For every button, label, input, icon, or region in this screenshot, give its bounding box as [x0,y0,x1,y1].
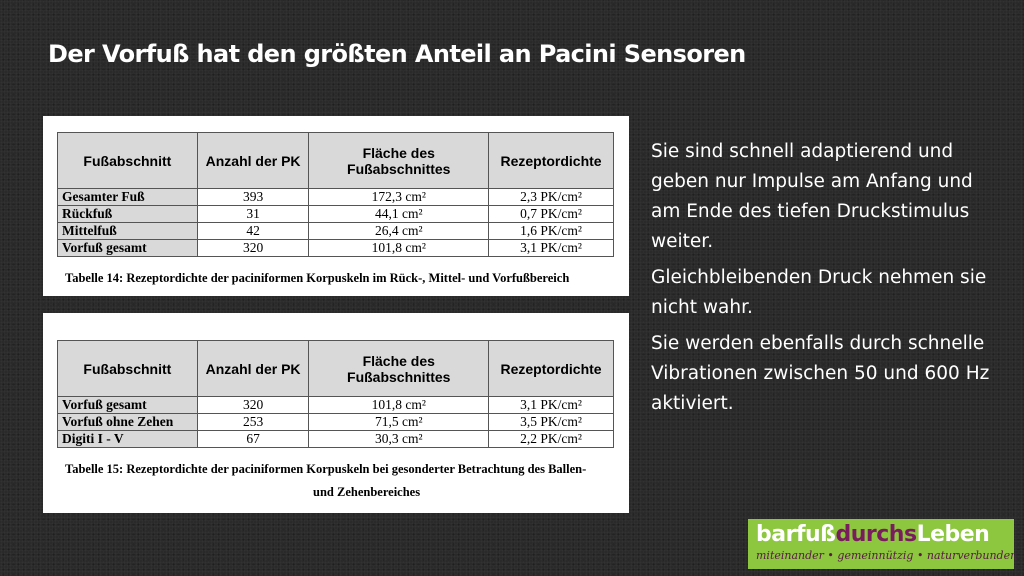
cell-area: 26,4 cm² [309,223,489,240]
cell-count: 393 [197,189,309,206]
row-label: Vorfuß gesamt [58,240,198,257]
caption-line-1: Tabelle 15: Rezeptordichte der paciniformen Korpuskeln bei gesonderter Betrachtung des Ballen- [65,462,587,476]
cell-count: 42 [197,223,309,240]
table-row [58,240,614,257]
cell-density: 3,1 PK/cm² [489,240,614,257]
cell-density: 0,7 PK/cm² [489,206,614,223]
logo-part-3: Leben [916,522,990,547]
cell-count: 320 [197,240,309,257]
receptor-density-table-2 [57,340,614,448]
slide-title: Der Vorfuß hat den größten Anteil an Pacini Sensoren [48,40,746,68]
logo-tagline: miteinander • gemeinnützig • naturverbunden [756,549,1018,562]
table-row [58,189,614,206]
logo-part-2: durchs [835,522,917,547]
table-row [58,223,614,240]
row-label: Vorfuß ohne Zehen [58,414,198,431]
header-segment: Fußabschnitt [58,341,198,397]
table-row [58,414,614,431]
row-label: Mittelfuß [58,223,198,240]
cell-area: 101,8 cm² [309,397,489,414]
header-segment: Fußabschnitt [58,133,198,189]
cell-density: 1,6 PK/cm² [489,223,614,240]
paragraph: Gleichbleibenden Druck nehmen sie nicht wahr. [651,267,987,318]
cell-area: 101,8 cm² [309,240,489,257]
row-label: Digiti I - V [58,431,198,448]
row-label: Vorfuß gesamt [58,397,198,414]
table-image-2 [43,313,629,513]
header-area: Fläche des Fußabschnittes [309,341,489,397]
header-count: Anzahl der PK [197,133,309,189]
cell-count: 67 [197,431,309,448]
header-density: Rezeptordichte [489,133,614,189]
cell-density: 2,3 PK/cm² [489,189,614,206]
cell-area: 172,3 cm² [309,189,489,206]
cell-density: 3,5 PK/cm² [489,414,614,431]
logo-wordmark [756,522,1006,548]
cell-count: 253 [197,414,309,431]
receptor-density-table-1 [57,132,614,257]
table-caption-2 [65,458,615,504]
table-caption-1: Tabelle 14: Rezeptordichte der paciniformen Korpuskeln im Rück-, Mittel- und Vorfußbereich [65,271,570,285]
cell-count: 320 [197,397,309,414]
paragraph: Sie sind schnell adaptierend und geben nur Impulse am Anfang und am Ende des tiefen Druckstimulus weiter. [651,141,973,252]
header-count: Anzahl der PK [197,341,309,397]
cell-density: 2,2 PK/cm² [489,431,614,448]
caption-line-2: und Zehenbereiches [313,485,421,499]
cell-density: 3,1 PK/cm² [489,397,614,414]
cell-count: 31 [197,206,309,223]
logo-part-1: barfuß [756,522,836,547]
header-area: Fläche des Fußabschnittes [309,133,489,189]
cell-area: 71,5 cm² [309,414,489,431]
row-label: Gesamter Fuß [58,189,198,206]
table-row [58,206,614,223]
paragraph: Sie werden ebenfalls durch schnelle Vibrationen zwischen 50 und 600 Hz aktiviert. [651,333,990,414]
table-row [58,397,614,414]
table-row [58,431,614,448]
brand-logo [748,519,1018,569]
cell-area: 44,1 cm² [309,206,489,223]
explanation-text [651,137,1006,425]
header-density: Rezeptordichte [489,341,614,397]
row-label: Rückfuß [58,206,198,223]
cell-area: 30,3 cm² [309,431,489,448]
table-image-1 [43,116,629,296]
